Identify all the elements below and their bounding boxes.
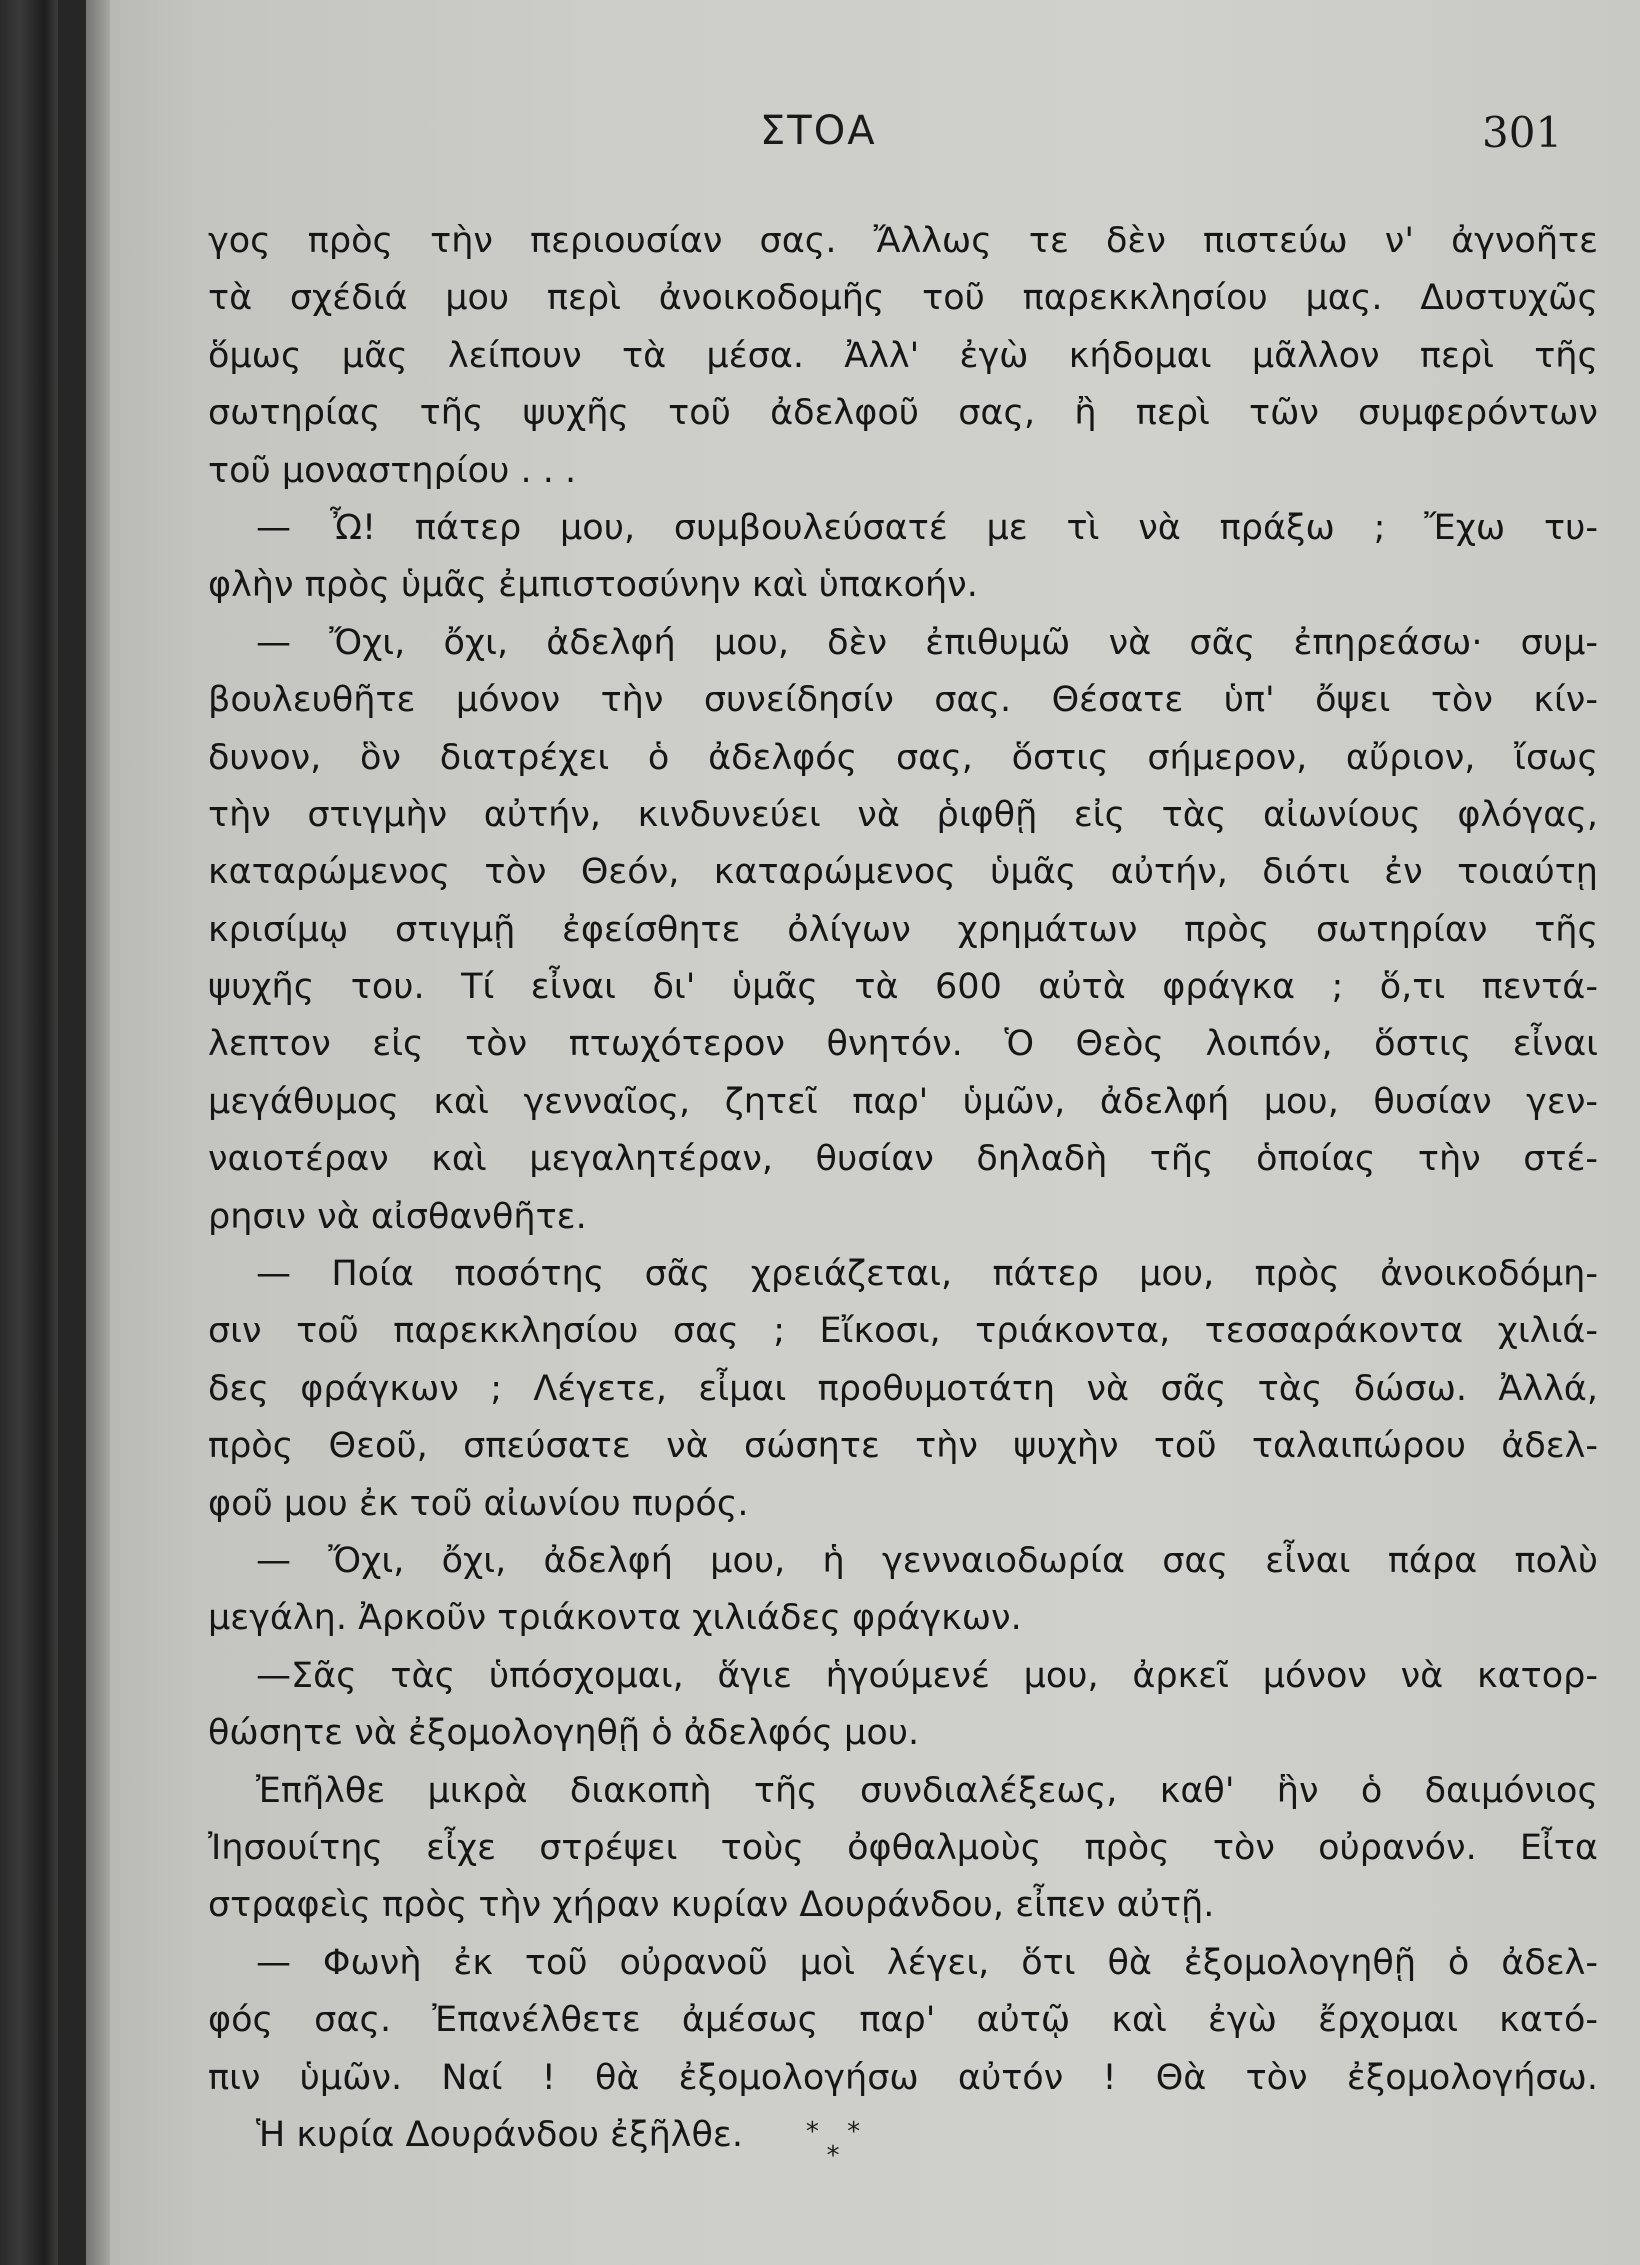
text-line: βουλευθῆτε μόνον τὴν συνείδησίν σας. Θέσατε ὑπ' ὄψει τὸν κίν- <box>208 680 1598 721</box>
text-line: στραφεὶς πρὸς τὴν χήραν κυρίαν Δουράνδου, εἶπεν αὐτῇ. <box>208 1885 1215 1926</box>
text-line: —Σᾶς τὰς ὑπόσχομαι, ἅγιε ἡγούμενέ μου, ἀρκεῖ μόνον νὰ κατορ- <box>256 1655 1598 1696</box>
text-line: — Ποία ποσότης σᾶς χρειάζεται, πάτερ μου, πρὸς ἀνοικοδόμη- <box>256 1254 1598 1295</box>
text-line: θώσητε νὰ ἐξομολογηθῇ ὁ ἀδελφός μου. <box>208 1713 920 1754</box>
text-line: γος πρὸς τὴν περιουσίαν σας. Ἄλλως τε δὲν πιστεύω ν' ἀγνοῆτε <box>208 221 1598 261</box>
text-line: τοῦ μοναστηρίου . . . <box>208 450 577 491</box>
text-line: ρησιν νὰ αἰσθανθῆτε. <box>208 1196 587 1237</box>
text-line: ὅμως μᾶς λείπουν τὰ μέσα. Ἀλλ' ἐγὼ κήδομαι μᾶλλον περὶ τῆς <box>208 335 1598 376</box>
running-head: ΣΤΟΑ <box>760 108 877 154</box>
page-header <box>0 108 1640 168</box>
asterism-top: * * <box>805 2117 871 2147</box>
text-line: φός σας. Ἐπανέλθετε ἀμέσως παρ' αὐτῷ καὶ ἐγὼ ἔρχομαι κατό- <box>208 2000 1598 2041</box>
text-line: ψυχῆς του. Τί εἶναι δι' ὑμᾶς τὰ 600 αὐτὰ φράγκα ; ὅ,τι πεντά- <box>208 967 1598 1008</box>
binding-spine-shadow <box>58 0 86 2265</box>
page-number: 301 <box>1482 108 1563 157</box>
text-line: φοῦ μου ἐκ τοῦ αἰωνίου πυρός. <box>208 1483 749 1524</box>
text-line: Ἐπῆλθε μικρὰ διακοπὴ τῆς συνδιαλέξεως, καθ' ἣν ὁ δαιμόνιος <box>256 1770 1598 1811</box>
text-line: μεγάλη. Ἀρκοῦν τριάκοντα χιλιάδες φράγκων. <box>208 1598 1022 1639</box>
text-line: μεγάθυμος καὶ γενναῖος, ζητεῖ παρ' ὑμῶν, ἀδελφή μου, θυσίαν γεν- <box>208 1081 1598 1122</box>
text-line: τὴν στιγμὴν αὐτήν, κινδυνεύει νὰ ῥιφθῇ εἰς τὰς αἰωνίους φλόγας, <box>208 794 1598 835</box>
text-line: Ἰησουίτης εἶχε στρέψει τοὺς ὀφθαλμοὺς πρὸς τὸν οὐρανόν. Εἶτα <box>208 1827 1598 1868</box>
text-line: κρισίμῳ στιγμῇ ἐφείσθητε ὀλίγων χρημάτων πρὸς σωτηρίαν τῆς <box>208 909 1598 950</box>
text-line: — Ὄχι, ὄχι, ἀδελφή μου, ἡ γενναιοδωρία σας εἶναι πάρα πολὺ <box>256 1540 1598 1581</box>
text-line: δυνον, ὃν διατρέχει ὁ ἀδελφός σας, ὅστις σήμερον, αὔριον, ἴσως <box>208 737 1598 778</box>
text-line: λεπτον εἰς τὸν πτωχότερον θνητόν. Ὁ Θεὸς λοιπόν, ὅστις εἶναι <box>208 1024 1598 1065</box>
text-line: σωτηρίας τῆς ψυχῆς τοῦ ἀδελφοῦ σας, ἢ περὶ τῶν συμφερόντων <box>208 393 1598 434</box>
body-text <box>208 213 1598 2164</box>
text-line: — Φωνὴ ἐκ τοῦ οὐρανοῦ μοὶ λέγει, ὅτι θὰ ἐξομολογηθῇ ὁ ἀδελ- <box>256 1942 1598 1983</box>
section-asterism <box>0 2117 1640 2171</box>
text-line: Ἡ κυρία Δουράνδου ἐξῆλθε. <box>256 2114 743 2155</box>
text-line: πιν ὑμῶν. Ναί ! θὰ ἐξομολογήσω αὐτόν ! Θὰ τὸν ἐξομολογήσω. <box>208 2057 1598 2098</box>
text-line: δες φράγκων ; Λέγετε, εἶμαι προθυμοτάτη νὰ σᾶς τὰς δώσω. Ἀλλά, <box>208 1368 1598 1409</box>
text-line: σιν τοῦ παρεκκλησίου σας ; Εἴκοσι, τριάκοντα, τεσσαράκοντα χιλιά- <box>208 1311 1598 1352</box>
text-line: φλὴν πρὸς ὑμᾶς ἐμπιστοσύνην καὶ ὑπακοήν. <box>208 565 978 606</box>
text-line: καταρώμενος τὸν Θεόν, καταρώμενος ὑμᾶς αὐτήν, διότι ἐν τοιαύτῃ <box>208 852 1598 893</box>
asterism-bottom: * <box>826 2141 850 2171</box>
binding-gutter <box>0 0 110 2265</box>
text-line: — Ὦ! πάτερ μου, συμβουλεύσατέ με τὶ νὰ πράξω ; Ἔχω τυ- <box>256 507 1598 548</box>
text-line: πρὸς Θεοῦ, σπεύσατε νὰ σώσητε τὴν ψυχὴν τοῦ ταλαιπώρου ἀδελ- <box>208 1426 1598 1467</box>
text-line: — Ὄχι, ὄχι, ἀδελφή μου, δὲν ἐπιθυμῶ νὰ σᾶς ἐπηρεάσω· συμ- <box>256 622 1598 663</box>
text-line: ναιοτέραν καὶ μεγαλητέραν, θυσίαν δηλαδὴ τῆς ὁποίας τὴν στέ- <box>208 1139 1598 1180</box>
text-line: τὰ σχέδιά μου περὶ ἀνοικοδομῆς τοῦ παρεκκλησίου μας. Δυστυχῶς <box>208 278 1598 319</box>
